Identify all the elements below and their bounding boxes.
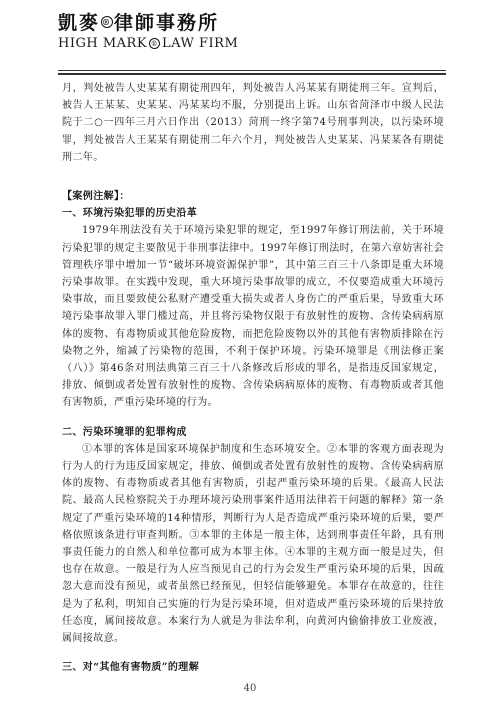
section-2-paragraph: ①本罪的客体是国家环境保护制度和生态环境安全。②本罪的客观方面表现为行为人的行为违反国家规定，排放、倾倒或者处置有放射性的废物、含传染病病原体的废物、有毒物质或者其他有害物质，引起严重污染环境的后果。《最高人民法院、最高人民检察院关于办理环境污染刑事案件适用法律若干问题的解释》第一条规定了严重污染环境的14种情形，判断行为人是否造成严重污染环境的后果，要严格依照该条进行审查判断。③本罪的主体是一般主体，达到刑事责任年龄，具有刑事责任能力的自然人和单位都可成为本罪主体。④本罪的主观方面一般是过失，但也存在故意。一般是行为人应当预见自己的行为会发生严重污染环境的后果，因疏忽大意而没有预见，或者虽然已经预见，但轻信能够避免。本罪存在故意的，往往是为了私利，明知自己实施的行为是污染环境，但对造成严重污染环境的后果持放任态度，属间接故意。本案行为人就是为非法牟利，向黄河内偷偷排放工业废液，属间接故意。 <box>62 443 444 645</box>
section-heading-2: 二、污染环境罪的犯罪构成 <box>62 426 187 438</box>
logo-en-part1: HIGH MARK <box>58 36 148 51</box>
header-rule-thin <box>58 70 446 71</box>
logo-english-name <box>58 36 438 51</box>
registered-trademark-icon: ® <box>102 16 113 27</box>
logo-cn-part2: 律師事務所 <box>114 12 220 34</box>
intro-paragraph: 月，判处被告人史某某有期徒刑四年，判处被告人冯某某有期徒刑三年。宣判后，被告人王某某、史某某、冯某某均不服，分别提出上诉。山东省菏泽市中级人民法院于二○一四年三月六日作出（2013）菏刑一终字第74号刑事判决，以污染环境罪，判处被告人王某某有期徒刑二年六个月，判处被告人史某某、冯某某各有期徒刑二年。 <box>62 83 444 163</box>
registered-trademark-icon: ® <box>150 39 159 48</box>
header-rule-thick <box>58 73 446 75</box>
logo-chinese-name <box>58 8 438 35</box>
section-1-paragraph: 1979年刑法没有关于环境污染犯罪的规定，至1997年修订刑法前，关于环境污染犯罪的规定主要散见于非刑事法律中。1997年修订刑法时，在第六章妨害社会管理秩序罪中增加一节“破坏环境资源保护罪”，其中第三百三十八条即是重大环境污染事故罪。在实践中发现，重大环境污染事故罪的成立，不仅要造成重大环境污染事故，而且要致使公私财产遭受重大损失或者人身伤亡的严重后果，导致重大环境污染事故罪入罪门槛过高，并且将污染物仅限于有放射性的废物、含传染病病原体的废物、有毒物质或其他危险废物，而把危险废物以外的其他有害物质排除在污染物之外，缩减了污染物的范围，不利于保护环境。污染环境罪是《刑法修正案（八）》第46条对刑法典第三百三十八条修改后形成的罪名，是指违反国家规定，排放、倾倒或者处置有放射性的废物、含传染病病原体的废物、有毒物质或者其他有害物质，严重污染环境的行为。 <box>62 225 444 409</box>
section-heading-1: 一、环境污染犯罪的历史沿革 <box>62 208 198 220</box>
page-number: 40 <box>243 683 257 694</box>
logo-cn-part1: 凱麥 <box>58 12 101 34</box>
spacer <box>62 166 444 188</box>
logo-en-part2: LAW FIRM <box>162 36 239 51</box>
spacer <box>62 647 444 659</box>
case-analysis-label: 【案例注解】： <box>62 191 130 203</box>
section-heading-3: 三、对“其他有害物质”的理解 <box>62 662 200 674</box>
law-firm-logo <box>58 8 438 51</box>
document-body <box>62 80 444 677</box>
spacer <box>62 412 444 424</box>
